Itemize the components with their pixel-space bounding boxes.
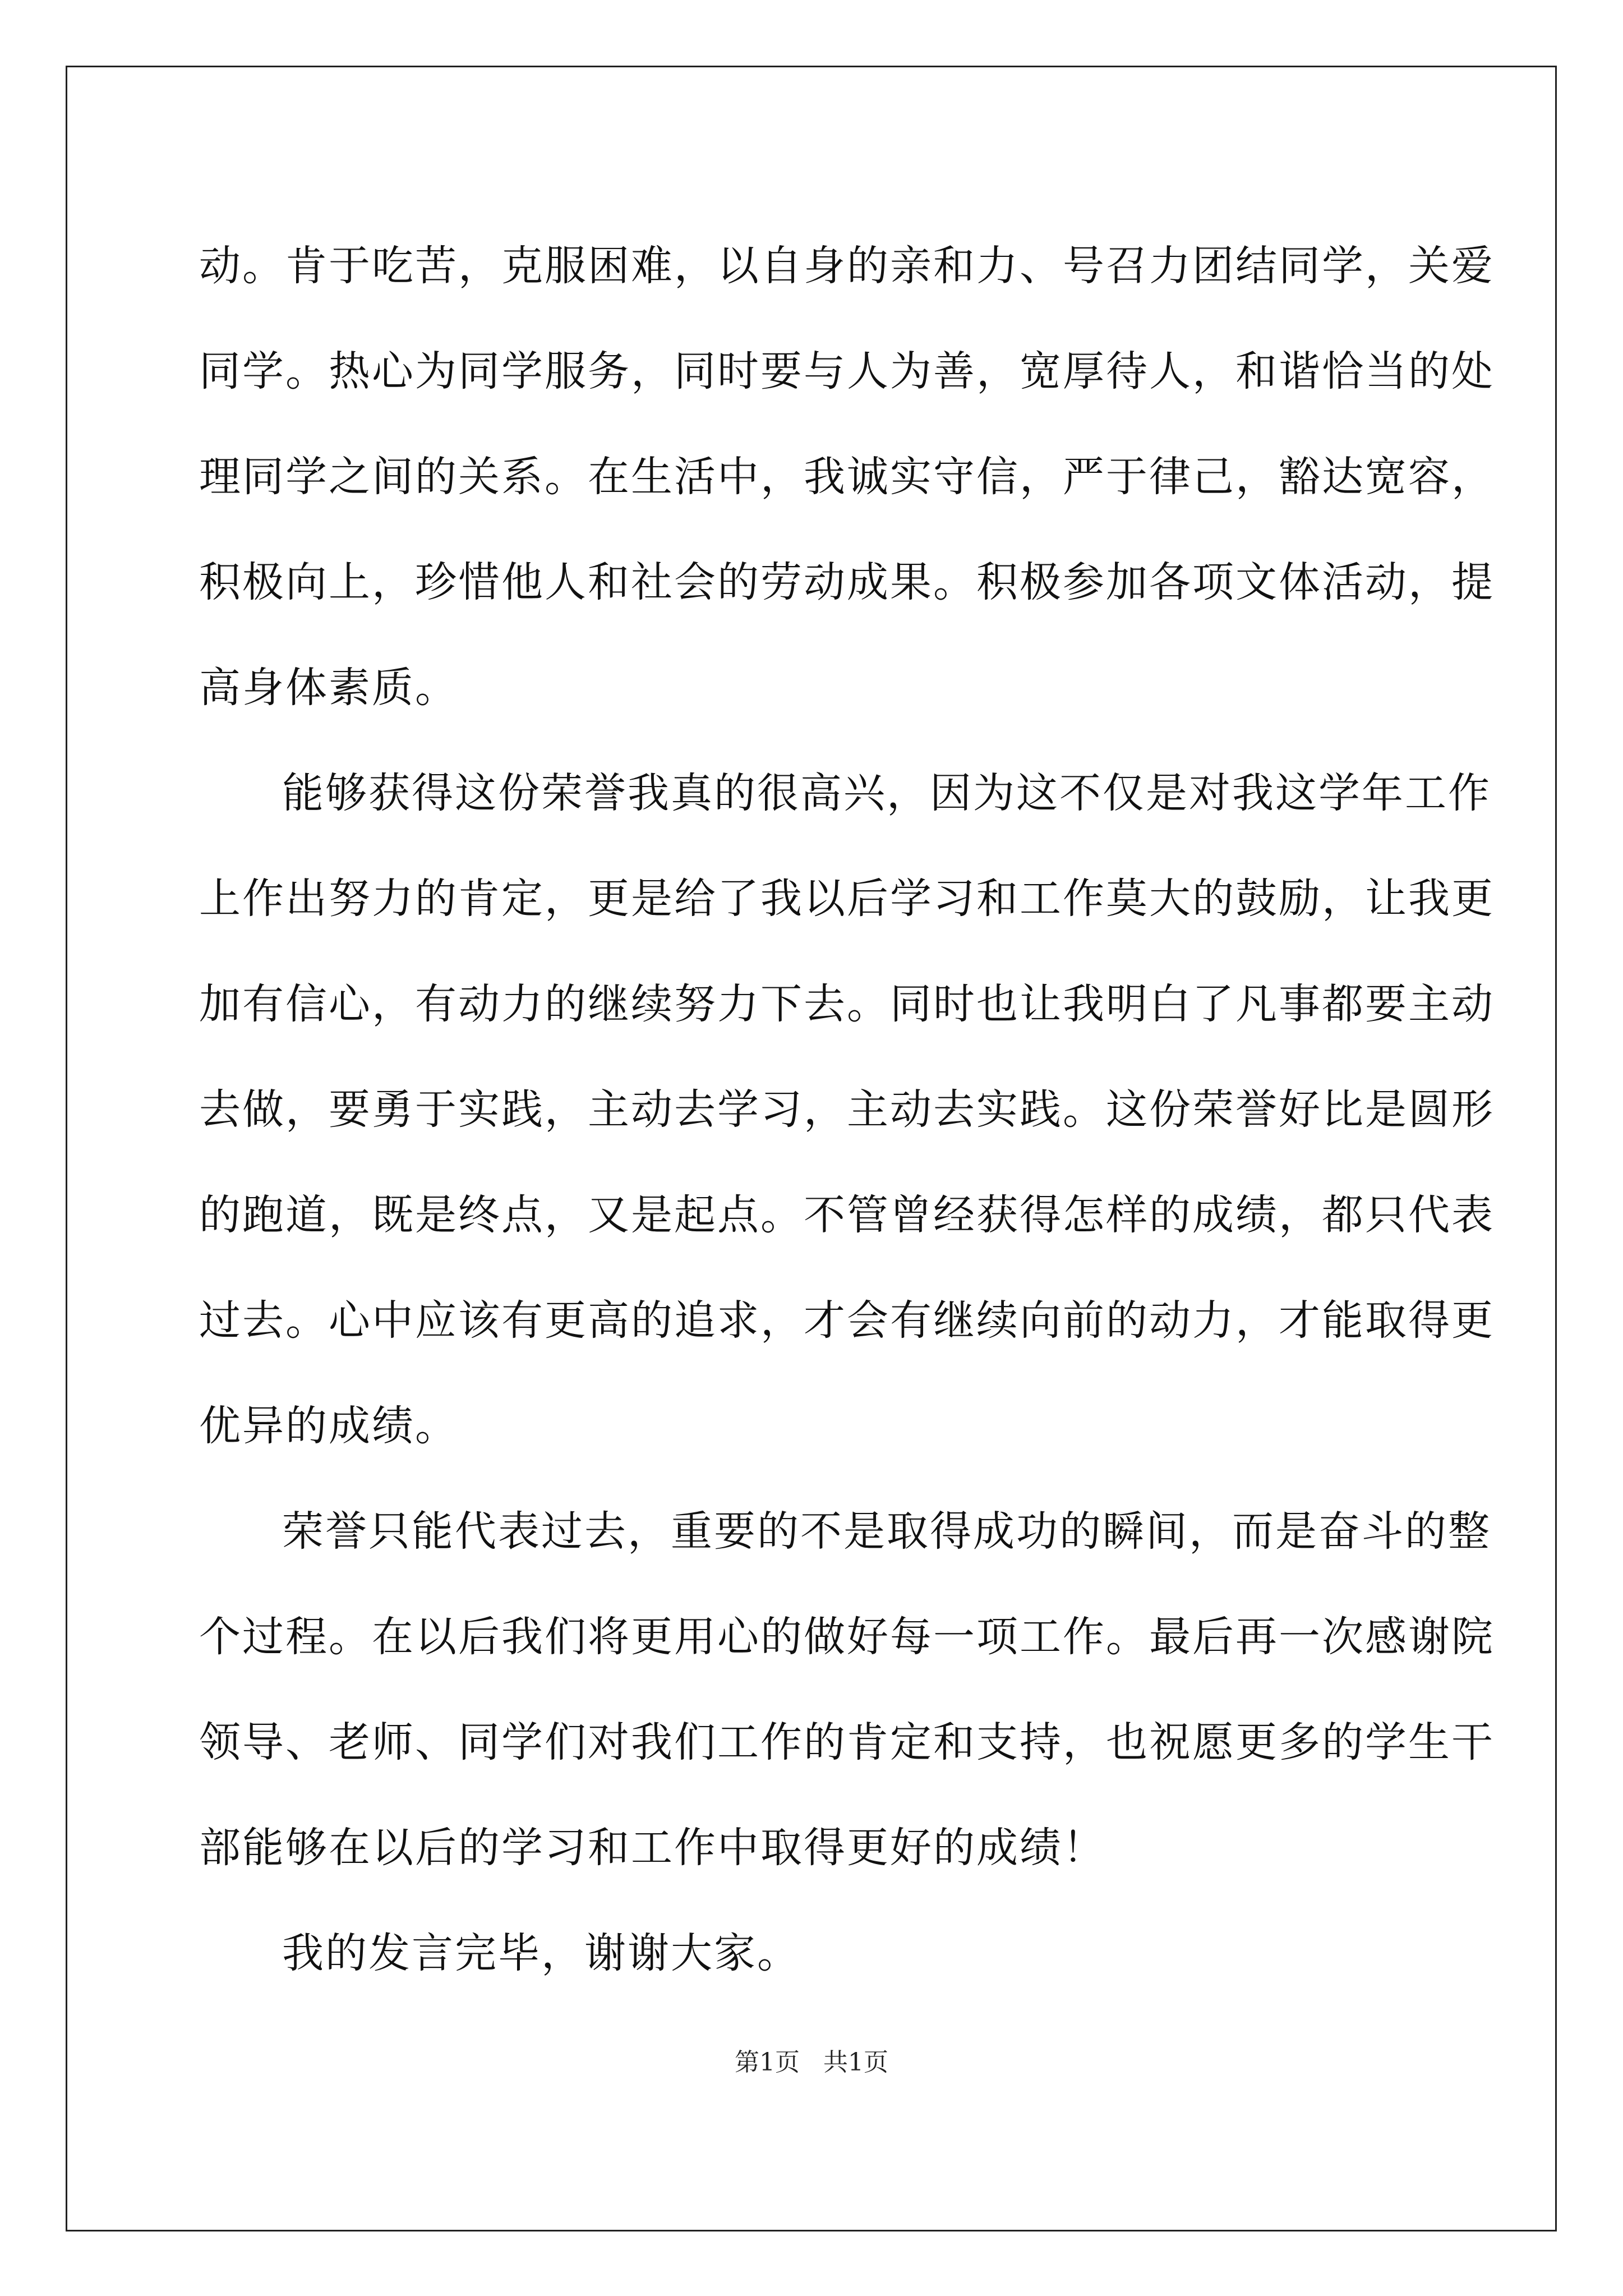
document-body xyxy=(199,213,1495,2006)
text-line: 荣誉只能代表过去，重要的不是取得成功的瞬间，而是奋斗的整 xyxy=(282,1507,1491,1556)
text-line: 个过程。在以后我们将更用心的做好每一项工作。最后再一次感谢院 xyxy=(199,1613,1495,1661)
text-line: 上作出努力的肯定，更是给了我以后学习和工作莫大的鼓励，让我更 xyxy=(199,875,1495,923)
text-line: 积极向上，珍惜他人和社会的劳动成果。积极参加各项文体活动，提 xyxy=(199,558,1495,606)
page-footer xyxy=(0,2042,1623,2078)
text-line: 领导、老师、同学们对我们工作的肯定和支持，也祝愿更多的学生干 xyxy=(199,1718,1495,1766)
text-line: 动。肯于吃苦，克服困难，以自身的亲和力、号召力团结同学，关爱 xyxy=(199,242,1495,290)
text-line: 的跑道，既是终点，又是起点。不管曾经获得怎样的成绩，都只代表 xyxy=(199,1191,1495,1239)
text-line: 高身体素质。 xyxy=(199,664,458,712)
text-line: 过去。心中应该有更高的追求，才会有继续向前的动力，才能取得更 xyxy=(199,1296,1495,1345)
text-line: 去做，要勇于实践，主动去学习，主动去实践。这份荣誉好比是圆形 xyxy=(199,1085,1495,1134)
text-line: 优异的成绩。 xyxy=(199,1402,458,1450)
text-line: 加有信心，有动力的继续努力下去。同时也让我明白了凡事都要主动 xyxy=(199,980,1495,1028)
text-line: 部能够在以后的学习和工作中取得更好的成绩！ xyxy=(199,1824,1106,1872)
text-line: 同学。热心为同学服务，同时要与人为善，宽厚待人，和谐恰当的处 xyxy=(199,347,1495,395)
page-number-total: 共1页 xyxy=(823,2048,888,2077)
text-line: 能够获得这份荣誉我真的很高兴，因为这不仅是对我这学年工作 xyxy=(282,769,1491,817)
text-line: 我的发言完毕，谢谢大家。 xyxy=(282,1929,800,1977)
text-line: 理同学之间的关系。在生活中，我诚实守信，严于律己，豁达宽容， xyxy=(199,453,1495,501)
page-number-current: 第1页 xyxy=(735,2048,800,2077)
